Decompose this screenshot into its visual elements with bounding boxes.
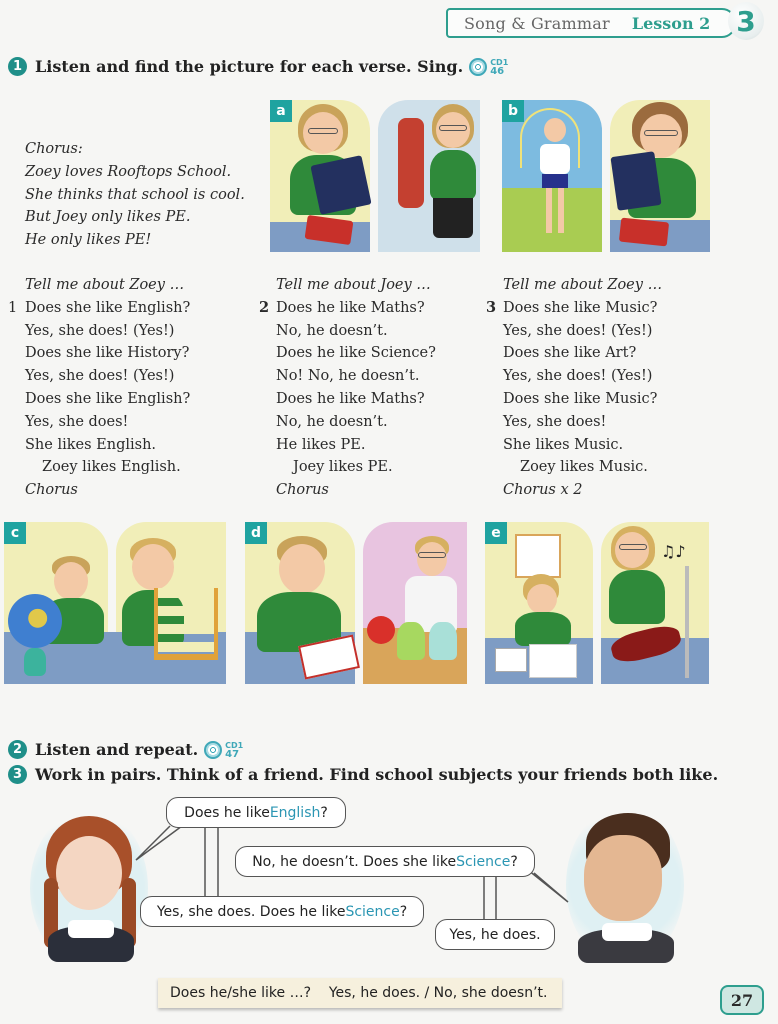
verse-number: 1 bbox=[8, 299, 18, 316]
section-title: Song & Grammar bbox=[464, 13, 610, 33]
picture-a[interactable] bbox=[270, 100, 480, 252]
instruction-text: Listen and repeat. bbox=[35, 740, 199, 759]
activity-2-instruction bbox=[8, 740, 243, 759]
verse-line: Yes, she does! (Yes!) bbox=[503, 368, 653, 385]
speech-bubble-3: Yes, she does. Does he like Science ? bbox=[140, 896, 424, 927]
verse-intro: Tell me about Zoey … bbox=[503, 277, 663, 293]
cd-audio-icon[interactable] bbox=[469, 58, 487, 76]
verse-line: Does she like Art? bbox=[503, 345, 637, 362]
lesson-title: Lesson 2 bbox=[631, 13, 711, 33]
activity-number-badge: 1 bbox=[8, 57, 27, 76]
verse-2 bbox=[259, 274, 436, 502]
activity-1-instruction bbox=[8, 57, 508, 76]
verse-ending: Chorus bbox=[276, 482, 329, 499]
verse-number: 3 bbox=[486, 298, 497, 316]
subject-keyword: Science bbox=[345, 903, 400, 920]
abacus-illustration bbox=[154, 588, 218, 660]
subject-keyword: English bbox=[269, 804, 321, 821]
easel-illustration bbox=[515, 534, 561, 578]
speech-bubble-1: Does he like English ? bbox=[166, 797, 346, 828]
speech-connectors bbox=[0, 790, 778, 970]
verse-line: Does he like Maths? bbox=[276, 390, 425, 407]
cd-track-1[interactable] bbox=[469, 58, 508, 76]
verse-line: Does he like Maths? bbox=[276, 299, 425, 316]
verse-line: Does he like Science? bbox=[276, 345, 436, 362]
music-notes-icon: ♫♪ bbox=[661, 542, 686, 561]
unit-badge: 3 bbox=[728, 2, 764, 40]
cd-track-2[interactable] bbox=[204, 741, 243, 759]
subject-keyword: Science bbox=[456, 853, 511, 870]
picture-tag: a bbox=[270, 100, 292, 122]
roman-soldier-illustration bbox=[398, 118, 424, 208]
lesson-banner bbox=[446, 8, 736, 38]
verse-1 bbox=[8, 274, 191, 502]
verse-line: Yes, she does! bbox=[25, 413, 129, 430]
verse-line: Does she like History? bbox=[25, 345, 190, 362]
instruction-text: Listen and find the picture for each verse. Sing. bbox=[35, 57, 464, 76]
dictionary-illustration bbox=[310, 155, 371, 215]
verse-line: Yes, she does! bbox=[503, 413, 607, 430]
cd-label: CD1 bbox=[490, 57, 509, 67]
cd-track-number: 47 bbox=[225, 748, 240, 760]
verse-line: Does she like Music? bbox=[503, 390, 658, 407]
chorus-line: She thinks that school is cool. bbox=[25, 186, 245, 203]
verse-line: No! No, he doesn’t. bbox=[276, 368, 420, 385]
page-number: 27 bbox=[720, 985, 764, 1015]
verse-line-indented: Joey likes PE. bbox=[293, 459, 393, 476]
verse-line: He likes PE. bbox=[276, 436, 366, 453]
verse-line: No, he doesn’t. bbox=[276, 413, 388, 430]
cd-track-number: 46 bbox=[490, 65, 505, 77]
flask-illustration bbox=[367, 616, 395, 644]
cd-label: CD1 bbox=[225, 740, 244, 750]
picture-c[interactable] bbox=[4, 522, 226, 684]
verse-line: She likes Music. bbox=[503, 436, 624, 453]
picture-b[interactable] bbox=[502, 100, 710, 252]
chorus-line: Chorus: bbox=[25, 141, 83, 157]
verse-ending: Chorus x 2 bbox=[503, 482, 583, 499]
chorus-line: Zoey loves Rooftops School. bbox=[25, 163, 232, 180]
picture-tag: c bbox=[4, 522, 26, 544]
verse-line: Does she like Music? bbox=[503, 299, 658, 316]
picture-tag: d bbox=[245, 522, 267, 544]
verse-line-indented: Zoey likes English. bbox=[42, 459, 181, 476]
chorus-line: But Joey only likes PE. bbox=[25, 209, 191, 226]
verse-3 bbox=[486, 274, 663, 502]
chorus-block bbox=[25, 138, 245, 252]
picture-e[interactable] bbox=[485, 522, 709, 684]
activity-number-badge: 3 bbox=[8, 765, 27, 784]
verse-line: Yes, she does! (Yes!) bbox=[25, 368, 175, 385]
verse-line: Does she like English? bbox=[25, 299, 191, 316]
verse-line: Yes, she does! (Yes!) bbox=[25, 322, 175, 339]
verse-intro: Tell me about Zoey … bbox=[25, 277, 185, 293]
instruction-text: Work in pairs. Think of a friend. Find school subjects your friends both like. bbox=[35, 765, 719, 784]
picture-tag: e bbox=[485, 522, 507, 544]
activity-3-instruction bbox=[8, 765, 718, 784]
verse-line: She likes English. bbox=[25, 436, 157, 453]
microphone-illustration bbox=[685, 566, 689, 678]
activity-number-badge: 2 bbox=[8, 740, 27, 759]
verse-line: Does she like English? bbox=[25, 390, 191, 407]
verse-ending: Chorus bbox=[25, 482, 78, 499]
verse-line: Yes, she does! (Yes!) bbox=[503, 322, 653, 339]
verse-intro: Tell me about Joey … bbox=[276, 277, 431, 293]
picture-tag: b bbox=[502, 100, 524, 122]
cd-audio-icon[interactable] bbox=[204, 741, 222, 759]
speech-bubble-4: Yes, he does. bbox=[435, 919, 555, 950]
globe-illustration bbox=[8, 594, 62, 648]
speech-bubble-2: No, he doesn’t. Does she like Science ? bbox=[235, 846, 535, 877]
paint-palette-illustration bbox=[495, 648, 527, 672]
verse-number: 2 bbox=[259, 298, 270, 316]
picture-d[interactable] bbox=[245, 522, 467, 684]
grammar-reference-box: Does he/she like …? Yes, he does. / No, she doesn’t. bbox=[158, 978, 562, 1008]
verse-line: No, he doesn’t. bbox=[276, 322, 388, 339]
chorus-line: He only likes PE! bbox=[25, 232, 152, 249]
verse-line-indented: Zoey likes Music. bbox=[520, 459, 648, 476]
